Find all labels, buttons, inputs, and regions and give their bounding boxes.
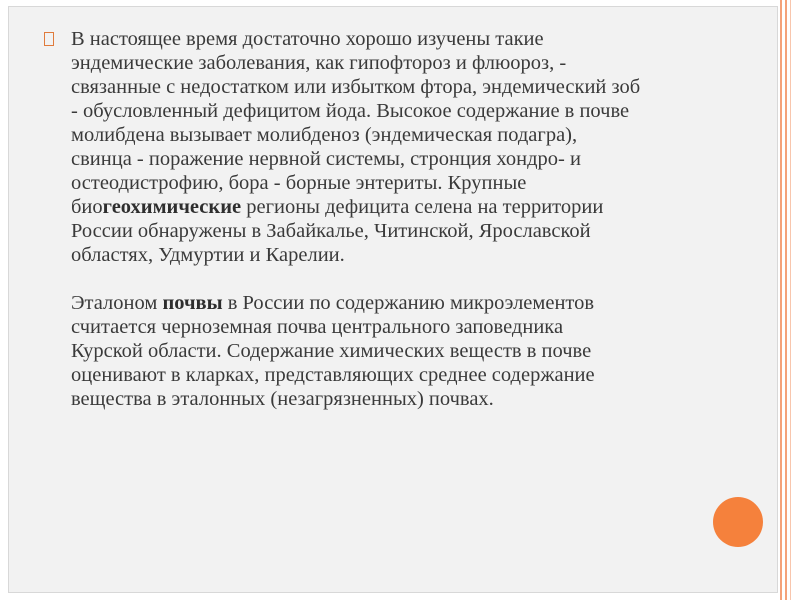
text-fragment: Эталоном xyxy=(71,292,163,314)
bold-term: почвы xyxy=(162,292,223,314)
text-line: В настоящее время достаточно хорошо изучены такие xyxy=(71,28,544,50)
text-line: России обнаружены в Забайкалье, Читинской, Ярославской xyxy=(71,220,591,242)
stripe-line xyxy=(790,0,791,600)
text-line: молибдена вызывает молибденоз (эндемическая подагра), xyxy=(71,124,578,146)
text-fragment: в России по содержанию микроэлементов xyxy=(222,292,595,314)
text-line: Курской области. Содержание химических веществ в почве xyxy=(71,340,592,362)
decorative-orange-circle xyxy=(713,497,763,547)
stripe-line xyxy=(780,0,782,600)
decorative-stripes xyxy=(780,0,794,600)
text-line: эндемические заболевания, как гипофтороз и флюороз, - xyxy=(71,52,567,74)
text-fragment: регионы дефицита селена на территории xyxy=(241,196,604,218)
text-line: свинца - поражение нервной системы, стронция хондро- и xyxy=(71,148,581,170)
text-line: областях, Удмуртии и Карелии. xyxy=(71,244,345,266)
stripe-line xyxy=(785,0,787,600)
bold-term: геохимические xyxy=(102,196,242,218)
text-line xyxy=(71,291,744,315)
text-line: - обусловленный дефицитом йода. Высокое содержание в почве xyxy=(71,100,630,122)
text-line: оценивают в кларках, представляющих среднее содержание xyxy=(71,364,595,386)
text-fragment: био xyxy=(71,196,103,218)
text-line: связанные с недостатком или избытком фтора, эндемический зоб xyxy=(71,76,641,98)
text-line xyxy=(71,195,744,219)
blank-line xyxy=(71,267,744,291)
text-line: считается черноземная почва центрального заповедника xyxy=(71,316,564,338)
text-line: остеодистрофию, бора - борные энтериты. Крупные xyxy=(71,172,527,194)
bullet-paragraph xyxy=(44,27,744,411)
slide-text xyxy=(44,27,744,411)
square-outline-bullet-icon xyxy=(44,32,54,46)
text-line: вещества в эталонных (незагрязненных) почвах. xyxy=(71,388,494,410)
